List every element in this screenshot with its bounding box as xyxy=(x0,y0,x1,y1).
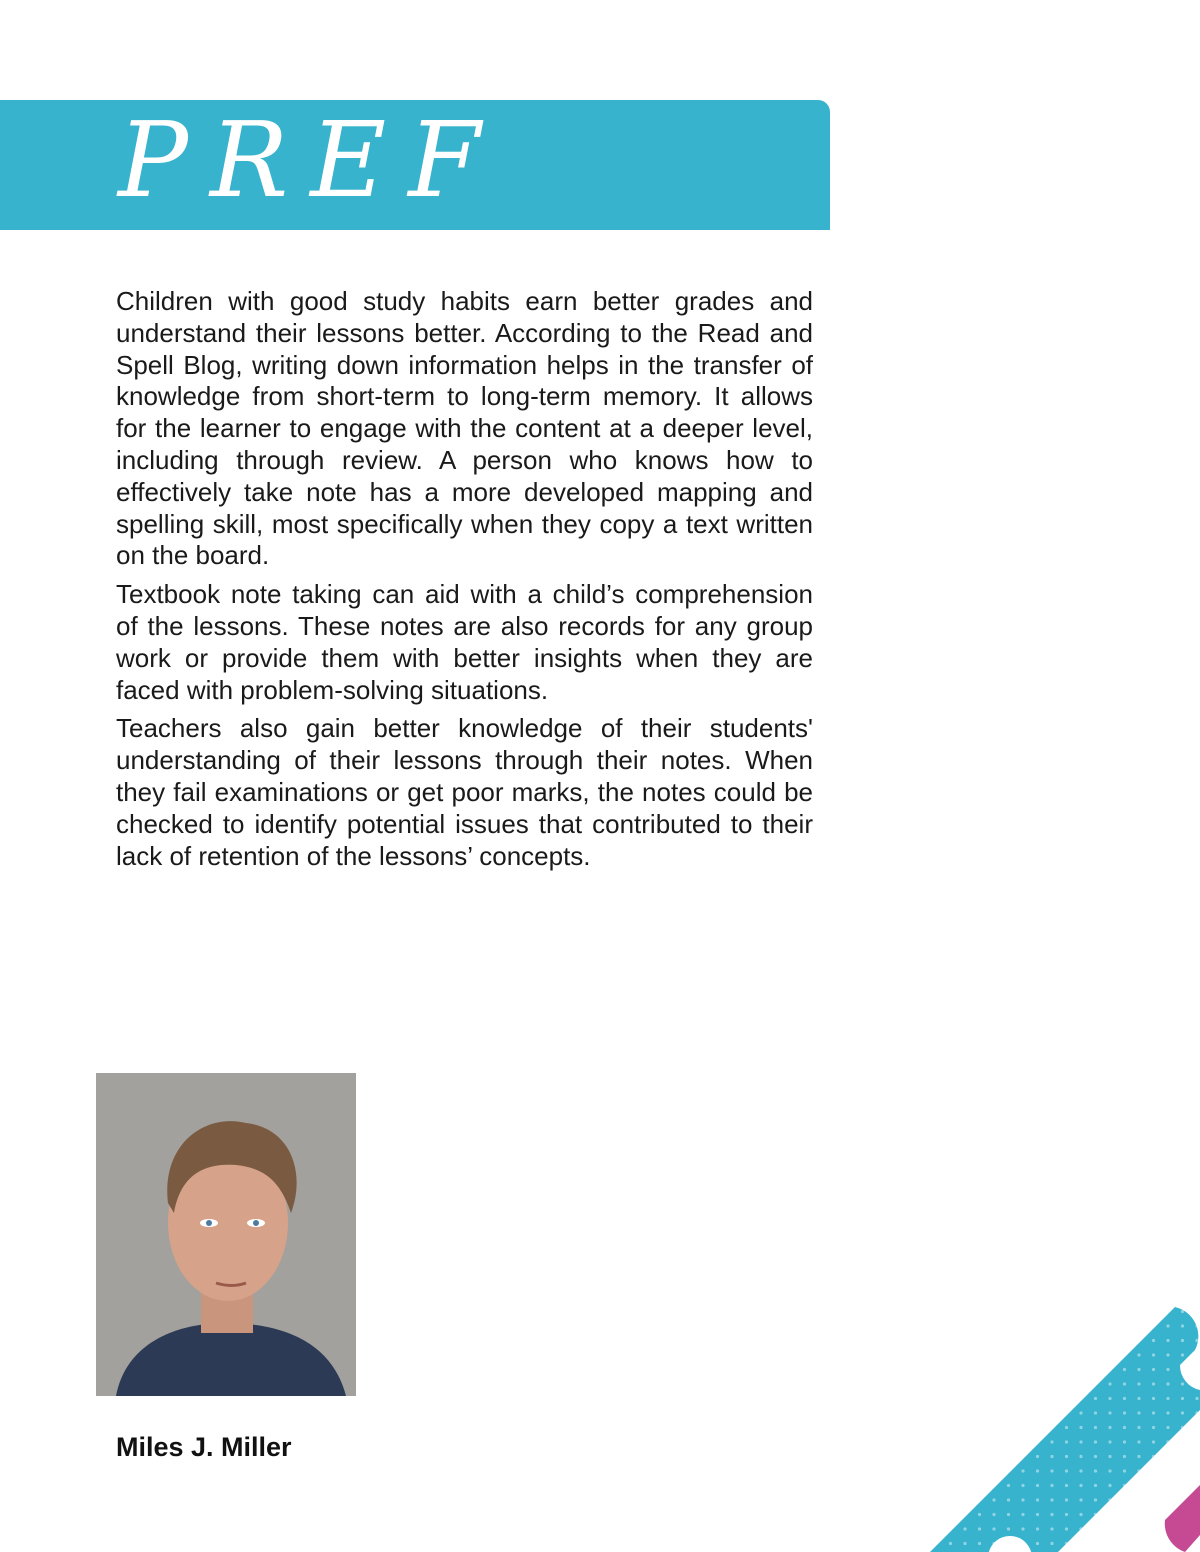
paragraph: Textbook note taking can aid with a child’s comprehension of the lessons. These notes are also records for any group work or provide them with better insights when they are faced with problem-solving situations. xyxy=(116,579,813,705)
author-photo xyxy=(96,1073,356,1396)
corner-decoration xyxy=(900,1290,1200,1552)
page-title: PREF xyxy=(118,99,503,221)
paragraph: Teachers also gain better knowledge of their students' understanding of their lessons through their notes. When they fail examinations or get poor marks, the notes could be checked to identify potential issues that contributed to their lack of retention of the lessons’ concepts. xyxy=(116,713,813,871)
author-name: Miles J. Miller xyxy=(116,1432,292,1462)
paragraph: Children with good study habits earn better grades and understand their lessons better. According to the Read and Spell Blog, writing down information helps in the transfer of knowledge from short-term to long-term memory. It allows for the learner to engage with the content at a deeper level, including through review. A person who knows how to effectively take note has a more developed mapping and spelling skill, most specifically when they copy a text written on the board. xyxy=(116,286,813,571)
preface-body xyxy=(116,286,813,879)
